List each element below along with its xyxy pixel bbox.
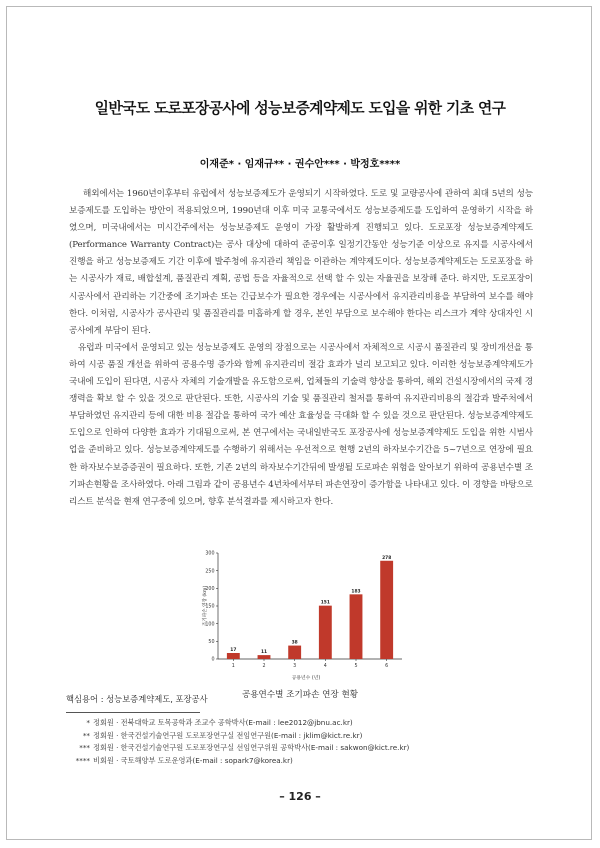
footnote-1 xyxy=(66,717,536,730)
page-number: – 126 – xyxy=(279,790,321,803)
x-tick-label-1: 1 xyxy=(231,664,235,669)
paper-title: 일반국도 도로포장공사에 성능보증계약제도 도입을 위한 기초 연구 xyxy=(94,100,506,117)
y-tick-label: 0 xyxy=(211,657,215,663)
x-axis-label: 공용년수 (년) xyxy=(291,676,321,681)
footnote-mark: ** xyxy=(82,730,90,740)
data-label-4: 151 xyxy=(320,600,330,606)
abstract-body xyxy=(69,186,533,511)
y-tick-label: 200 xyxy=(205,587,215,593)
figure-caption: 공용연수별 조기파손 연장 현황 xyxy=(241,690,359,700)
paragraph-1: 해외에서는 1960년이후부터 유럽에서 성능보증제도가 운영되기 시작하였다. 도로 및 교량공사에 관하여 최대 5년의 성능보증제도를 도입하는 방안이 적용되었으며, 1990년대 이후 미국 교통국에서도 성능보증제도를 도입하여 운영하기 시작을 하였으며, 미국내에서는 미시간주에서는 성능보증제도 운영이 가장 활발하게 진행되고 있다. 도로포장 성능보증계약제도(Performance Warranty Contract)는 공사 대상에 대하여 준공이후 일정기간동안 성능기준 이상으로 유지를 시공사에서 진행을 하고 성능보증제도 기간 이후에 발주청에 유지관리 책임을 이관하는 계약제도이다. 성능보증계약제도는 도로포장을 하는 시공사가 재료, 배합설계, 품질관리 계획, 공법 등을 자율적으로 선택 할 수 있는 자율권을 보장해 준다. 하지만, 도로포장이 시공사에서 관리하는 기간중에 조기파손 또는 긴급보수가 필요한 경우에는 시공사에서 유지관리비용을 부담하여 보수를 해야 한다. 이처럼, 시공사가 공사관리 및 품질관리를 미흡하게 할 경우, 본인 부담으로 보수해야 한다는 리스크가 계약 상대자인 시공사에게 부담이 된다. xyxy=(69,189,533,336)
bar-5 xyxy=(350,594,363,659)
chart-bars xyxy=(227,555,393,659)
footnote-mark: **** xyxy=(75,755,90,765)
footnote-divider xyxy=(66,712,200,713)
footnote-text: 정회원 · 한국건설기술연구원 도로포장연구실 전임연구원(E-mail : jklim@kict.re.kr) xyxy=(93,730,363,740)
x-tick-label-5: 5 xyxy=(354,664,358,669)
data-label-5: 183 xyxy=(351,589,361,595)
data-label-1: 17 xyxy=(230,647,237,653)
chart-axes xyxy=(218,553,402,659)
y-axis-label: 조기파손 연장 (km) xyxy=(203,585,208,627)
x-tick-label-6: 6 xyxy=(385,664,389,669)
y-tick-label: 250 xyxy=(205,569,215,575)
bar-3 xyxy=(288,646,301,659)
x-axis-ticks xyxy=(232,659,388,669)
y-tick-label: 50 xyxy=(208,640,215,646)
footnote-2 xyxy=(66,730,536,743)
footnote-mark: * xyxy=(86,718,90,727)
footnote-4 xyxy=(66,755,536,768)
x-tick-label-2: 2 xyxy=(262,664,266,669)
data-label-2: 11 xyxy=(260,650,268,656)
y-tick-label: 300 xyxy=(205,551,215,557)
keywords: 핵심용어 : 성능보증계약제도, 포장공사 xyxy=(66,694,208,704)
footnote-mark: *** xyxy=(79,743,90,753)
author-list: 이재준* · 임재규** · 권수안*** · 박정호**** xyxy=(199,159,401,170)
data-label-3: 38 xyxy=(291,640,298,646)
footnote-text: 비회원 · 국토해양부 도로운영과(E-mail : sopark7@korea.kr) xyxy=(93,755,293,765)
damage-length-bar-chart xyxy=(196,548,408,690)
bar-1 xyxy=(227,653,240,659)
bar-4 xyxy=(319,606,332,659)
bar-6 xyxy=(380,561,393,659)
x-tick-label-4: 4 xyxy=(323,664,327,669)
x-tick-label-3: 3 xyxy=(293,664,297,669)
footnote-text: 정회원 · 한국건설기술연구원 도로포장연구실 선임연구위원 공학박사(E-mail : sakwon@kict.re.kr) xyxy=(93,743,410,753)
footnotes xyxy=(66,717,536,767)
paragraph-2: 유럽과 미국에서 운영되고 있는 성능보증제도 운영의 장점으로는 시공사에서 자체적으로 시공시 품질관리 및 장비개선을 통하여 시공 품질 개선을 위하여 공용수명 증가와 함께 유지관리비 절감 효과가 널리 보고되고 있다. 이러한 성능보증계약제도가 국내에 도입이 된다면, 시공사 자체의 기술개발을 유도함으로써, 업체들의 기술력 향상을 통하여, 해외 건설시장에서의 국제 경쟁력을 확보 할 수 있을 것으로 판단된다. 또한, 시공사의 기술 및 품질관리 철저를 통하여 유지관리비용의 절감과 발주처에서 부담하였던 유지관리 등에 대한 비용 절감을 통하여 국가 예산 효율성을 극대화 할 수 있을 것으로 판단된다. 성능보증계약제도 도입으로 인하여 다양한 효과가 기대됨으로써, 본 연구에서는 국내일반국도 포장공사에 성능보증계약제도 도입을 위한 시범사업을 준비하고 있다. 성능보증계약제도를 수행하기 위해서는 우선적으로 현행 2년의 하자보수기간을 5~7년으로 연장에 필요한 하자보수보증증권이 필요하다. 또한, 기존 2년의 하자보수기간뒤에 발생될 도로파손 위험을 알아보기 위하여 공용년수별 조기파손현황을 조사하였다. 아래 그림과 같이 공용년수 4년차에서부터 파손연장이 증가함을 나타내고 있다. 이 경향을 바탕으로 리스트 분석을 현재 연구중에 있으며, 향후 분석결과를 제시하고자 한다. xyxy=(69,342,533,507)
y-tick-label: 100 xyxy=(205,622,215,628)
footnote-3 xyxy=(66,742,536,755)
bar-2 xyxy=(258,655,271,659)
y-tick-label: 150 xyxy=(205,604,215,610)
footnote-text: 정회원 · 전북대학교 토목공학과 조교수 공학박사(E-mail : lee2012@jbnu.ac.kr) xyxy=(93,718,353,727)
data-label-6: 278 xyxy=(382,555,392,561)
